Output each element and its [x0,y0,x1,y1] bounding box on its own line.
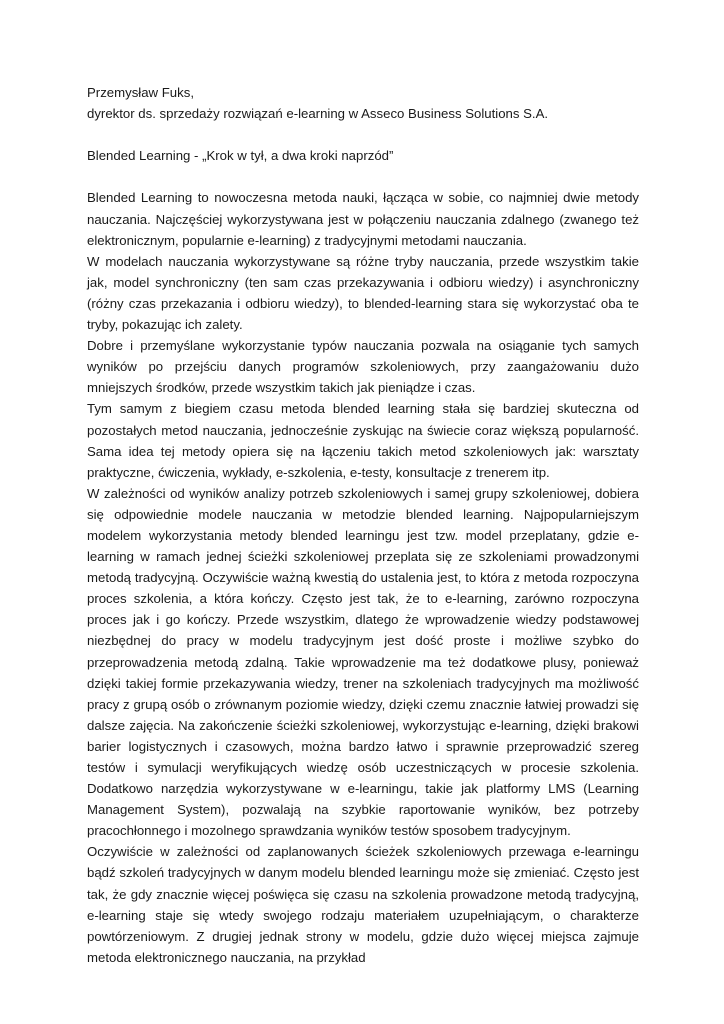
paragraph: Blended Learning to nowoczesna metoda nauki, łącząca w sobie, co najmniej dwie metody nauczania. Najczęściej wykorzystywana jest w połączeniu nauczania zdalnego (zwanego też elektronicznym, popularnie e-learning) z tradycyjnymi metodami nauczania. [87,190,639,248]
spacer [87,166,639,187]
paragraph: W zależności od wyników analizy potrzeb szkoleniowych i samej grupy szkoleniowej, dobiera się odpowiednie modele nauczania w metodzie blended learning. Najpopularniejszym modelem wykorzystania metody blended learningu jest tzw. model przeplatany, gdzie e-learning w ramach jednej ścieżki szkoleniowej przeplata się ze szkoleniami prowadzonymi metodą tradycyjną. Oczywiście ważną kwestią do ustalenia jest, to która z metoda rozpoczyna proces szkolenia, a która kończy. Często jest tak, że to e-learning, zarówno rozpoczyna proces jak i go kończy. Przede wszystkim, dlatego że wprowadzenie wiedzy podstawowej niezbędnej do pracy w modelu tradycyjnym jest dość proste i możliwe szybko do przeprowadzenia metodą zdalną. Takie wprowadzenie ma też dodatkowe plusy, ponieważ dzięki takiej formie przekazywania wiedzy, trener na szkoleniach tradycyjnych ma możliwość pracy z grupą osób o zrównanym poziomie wiedzy, dzięki czemu znacznie łatwiej prowadzi się dalsze zajęcia. Na zakończenie ścieżki szkoleniowej, wykorzystując e-learning, dzięki brakowi barier logistycznych i czasowych, można bardzo łatwo i sprawnie przeprowadzić szereg testów i symulacji weryfikujących wiedzę osób uczestniczących w procesie szkolenia. Dodatkowo narzędzia wykorzystywane w e-learningu, takie jak platformy LMS (Learning Management System), pozwalają na szybkie raportowanie wyników, bez potrzeby pracochłonnego i mozolnego sprawdzania wyników testów sposobem tradycyjnym. [87,485,639,839]
document-body [87,82,639,968]
paragraph: Dobre i przemyślane wykorzystanie typów nauczania pozwala na osiąganie tych samych wyników po przejściu danych programów szkoleniowych, przy zaangażowaniu dużo mniejszych środków, przede wszystkim takich jak pieniądze i czas. [87,338,639,396]
paragraph: Oczywiście w zależności od zaplanowanych ścieżek szkoleniowych przewaga e-learningu bądź szkoleń tradycyjnych w danym modelu blended learningu może się zmieniać. Często jest tak, że gdy znacznie więcej poświęca się czasu na szkolenia prowadzone metodą tradycyjną, e-learning staje się wtedy swojego rodzaju materiałem uzupełniającym, o charakterze powtórzeniowym. Z drugiej jednak strony w modelu, gdzie dużo więcej miejsca zajmuje metoda elektronicznego nauczania, na przykład [87,844,639,965]
spacer [87,124,639,145]
paragraph: Tym samym z biegiem czasu metoda blended learning stała się bardziej skuteczna od pozostałych metod nauczania, jednocześnie zyskując na świecie coraz większą popularność. Sama idea tej metody opiera się na łączeniu takich metod szkoleniowych jak: warsztaty praktyczne, ćwiczenia, wykłady, e-szkolenia, e-testy, konsultacje z trenerem itp. [87,401,639,480]
author-name: Przemysław Fuks, [87,85,194,100]
document-title: Blended Learning - „Krok w tył, a dwa kroki naprzód” [87,148,394,164]
paragraph: W modelach nauczania wykorzystywane są różne tryby nauczania, przede wszystkim takie jak, model synchroniczny (ten sam czas przekazywania i odbioru wiedzy) i asynchroniczny (różny czas przekazania i odbioru wiedzy), to blended-learning stara się wykorzystać oba te tryby, pokazując ich zalety. [87,253,639,333]
author-block [87,82,639,124]
author-position: dyrektor ds. sprzedaży rozwiązań e-learning w Asseco Business Solutions S.A. [87,106,549,122]
